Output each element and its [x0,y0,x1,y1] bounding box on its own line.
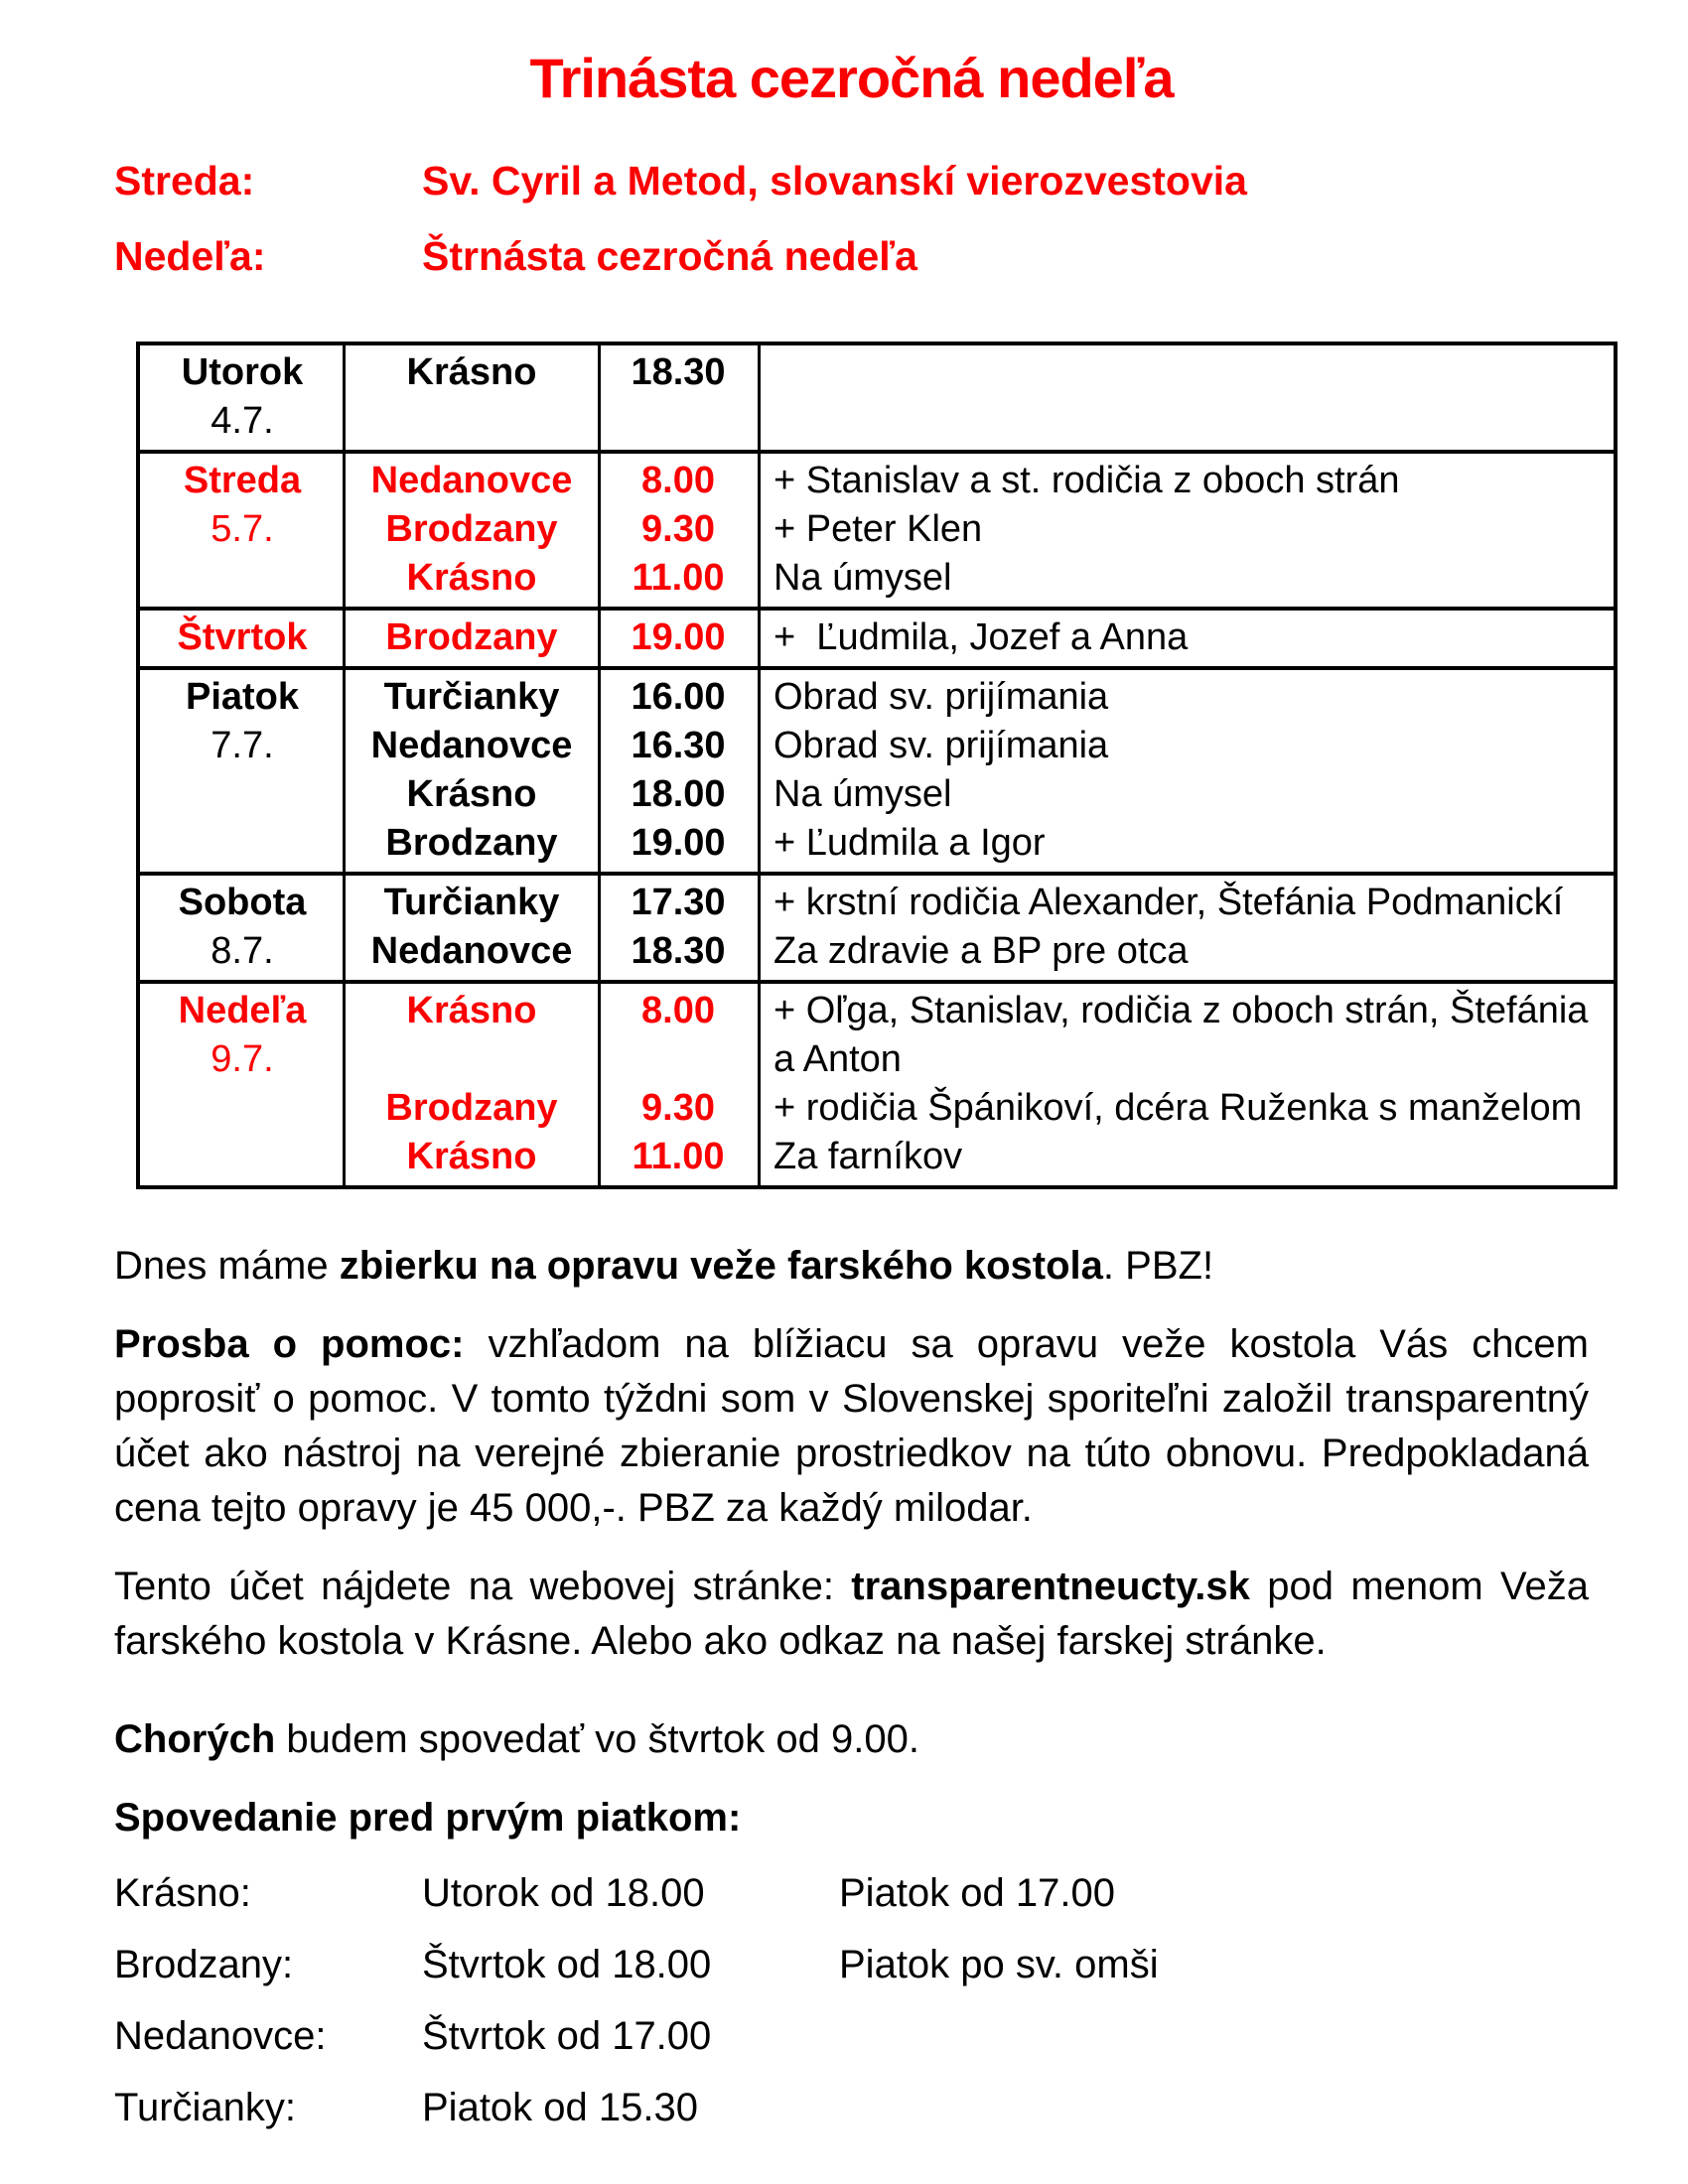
intention-cell [758,819,1614,868]
table-row-sobota [140,872,1614,980]
time-cell: 8.00 [641,460,715,501]
confession-time-2 [839,2084,1589,2131]
intention-cell [758,505,1614,554]
place-cell: Turčianky [383,882,560,923]
day-date: 9.7. [211,1038,274,1080]
day-date: 4.7. [211,400,274,442]
time-cell: 11.00 [632,1136,725,1177]
intention-line: + Ľudmila a Igor [774,822,1046,864]
table-row-stvrtok [140,607,1614,666]
collection-note-text: Dnes máme [114,1244,340,1288]
time-cell: 8.00 [641,990,715,1031]
mass-schedule-table [136,341,1618,1189]
intention-line: + Peter Klen [774,508,983,550]
time-cell: 16.00 [631,676,726,718]
confession-time-1: Utorok od 18.00 [422,1871,705,1915]
intention-line: Za farníkov [774,1136,963,1177]
intention-cell [758,722,1614,770]
day-name: Sobota [178,882,307,923]
place-cell: Krásno [406,990,537,1031]
intention-line: + rodičia Špánikoví, dcéra Ruženka s manželom [774,1087,1583,1129]
confession-time-2 [839,2012,1589,2060]
intention-line: + krstní rodičia Alexander, Štefánia Podmanickí [774,882,1564,923]
collection-note-text: zbierku na opravu veže farského kostola [339,1244,1103,1288]
table-row-utorok [140,345,1614,450]
intention-line: a Anton [774,1038,902,1080]
day-date: 5.7. [211,508,274,550]
paragraphs [114,1239,1589,1845]
time-cell: 19.00 [631,616,726,658]
place-cell: Krásno [406,1136,537,1177]
place-cell: Nedanovce [370,725,573,766]
intention-cell [758,770,1614,819]
transparent-account-text: Tento účet nájdete na webovej stránke: [114,1565,852,1608]
confession-heading-text: Spovedanie pred prvým piatkom: [114,1796,742,1840]
confession-row [114,1869,1589,1917]
transparent-account-text: transparentneucty.sk [851,1565,1250,1608]
table-row-nedela [140,980,1614,1185]
time-cell: 18.30 [631,351,726,393]
intention-line: + Ľudmila, Jozef a Anna [774,616,1189,658]
page-title: Trinásta cezročná nedeľa [529,47,1174,109]
table-column-divider [598,345,601,1185]
day-cell [140,457,345,603]
time-cell: 16.30 [631,725,726,766]
intention-cell [758,457,1614,505]
intention-cell [758,1084,1614,1133]
help-request-text: Prosba o pomoc: [114,1322,465,1366]
sick-confession-note-text: Chorých [114,1717,276,1761]
confession-place: Brodzany: [114,1943,294,1986]
intention-cell [758,987,1614,1084]
table-column-divider [343,345,346,1185]
place-cell: Nedanovce [370,460,573,501]
day-cell [140,614,345,662]
table-row-piatok [140,666,1614,872]
intention-cell [758,614,1614,662]
place-cell: Krásno [406,773,537,815]
confession-time-2: Piatok od 17.00 [839,1871,1115,1915]
header-line-nedela [114,232,1589,280]
time-cell: 18.30 [631,930,726,972]
day-date: 8.7. [211,930,274,972]
header-label-streda: Streda: [114,158,255,204]
intention-line: + Stanislav a st. rodičia z oboch strán [774,460,1400,501]
confession-row [114,2012,1589,2060]
day-name: Štvrtok [177,616,308,658]
header-value-streda: Sv. Cyril a Metod, slovanskí vierozvestovia [422,158,1247,204]
confession-row [114,1941,1589,1988]
time-cell: 11.00 [632,557,725,599]
intention-line: Na úmysel [774,773,952,815]
time-cell: 17.30 [631,882,726,923]
place-cell: Brodzany [385,508,558,550]
sick-confession-note [114,1712,1589,1767]
time-cell: 9.30 [641,1087,715,1129]
intention-cell [758,1133,1614,1181]
confession-time-1: Štvrtok od 17.00 [422,2014,712,2058]
header-label-nedela: Nedeľa: [114,233,266,279]
intention-line: Obrad sv. prijímania [774,725,1109,766]
day-cell [140,348,345,446]
intention-line: + Oľga, Stanislav, rodičia z oboch strán, Štefánia [774,990,1589,1031]
confession-time-2: Piatok po sv. omši [839,1943,1159,1986]
place-cell: Brodzany [385,822,558,864]
intention-cell [758,348,1614,446]
collection-note-text: . PBZ! [1102,1244,1214,1288]
place-cell: Krásno [406,351,537,393]
time-cell: 9.30 [641,508,715,550]
sick-confession-note-text: budem spovedať vo štvrtok od 9.00. [275,1717,919,1761]
help-request [114,1317,1589,1536]
intention-cell [758,879,1614,927]
header-line-streda [114,157,1589,205]
day-name: Piatok [185,676,300,718]
day-date: 7.7. [211,725,274,766]
day-cell [140,879,345,976]
intention-cell [758,927,1614,976]
place-cell: Brodzany [385,1087,558,1129]
transparent-account-text: pod menom Veža farského kostola v Krásne. Alebo ako odkaz na našej farskej stránke. [114,1565,1590,1663]
collection-note [114,1239,1589,1294]
confession-row [114,2084,1589,2131]
place-cell: Nedanovce [370,930,573,972]
intention-cell [758,554,1614,603]
table-column-divider [758,345,761,1185]
transparent-account [114,1560,1589,1669]
day-name: Utorok [181,351,304,393]
confession-schedule [114,1869,1589,2131]
confession-time-1: Piatok od 15.30 [422,2086,698,2129]
day-name: Streda [183,460,302,501]
time-cell: 19.00 [631,822,726,864]
confession-place: Krásno: [114,1871,251,1915]
header-value-nedela: Štrnásta cezročná nedeľa [422,233,917,279]
place-cell: Krásno [406,557,537,599]
day-cell [140,673,345,868]
time-cell: 18.00 [631,773,726,815]
table-row-streda [140,450,1614,607]
confession-place: Turčianky: [114,2086,297,2129]
place-cell: Turčianky [383,676,560,718]
intention-line: Na úmysel [774,557,952,599]
place-cell: Brodzany [385,616,558,658]
confession-time-1: Štvrtok od 18.00 [422,1943,712,1986]
intention-line: Obrad sv. prijímania [774,676,1109,718]
confession-heading [114,1791,1589,1845]
help-request-text: vzhľadom na blížiacu sa opravu veže kostola Vás chcem poprosiť o pomoc. V tomto týždni som v Slovenskej sporiteľni založil transparentný účet ako nástroj na verejné zbieranie prostriedkov na túto obnovu. Predpokladaná cena tejto opravy je 45 000,-. PBZ za každý milodar. [114,1322,1590,1530]
day-name: Nedeľa [178,990,307,1031]
intention-cell [758,673,1614,722]
intention-line: Za zdravie a BP pre otca [774,930,1189,972]
day-cell [140,987,345,1181]
confession-place: Nedanovce: [114,2014,327,2058]
